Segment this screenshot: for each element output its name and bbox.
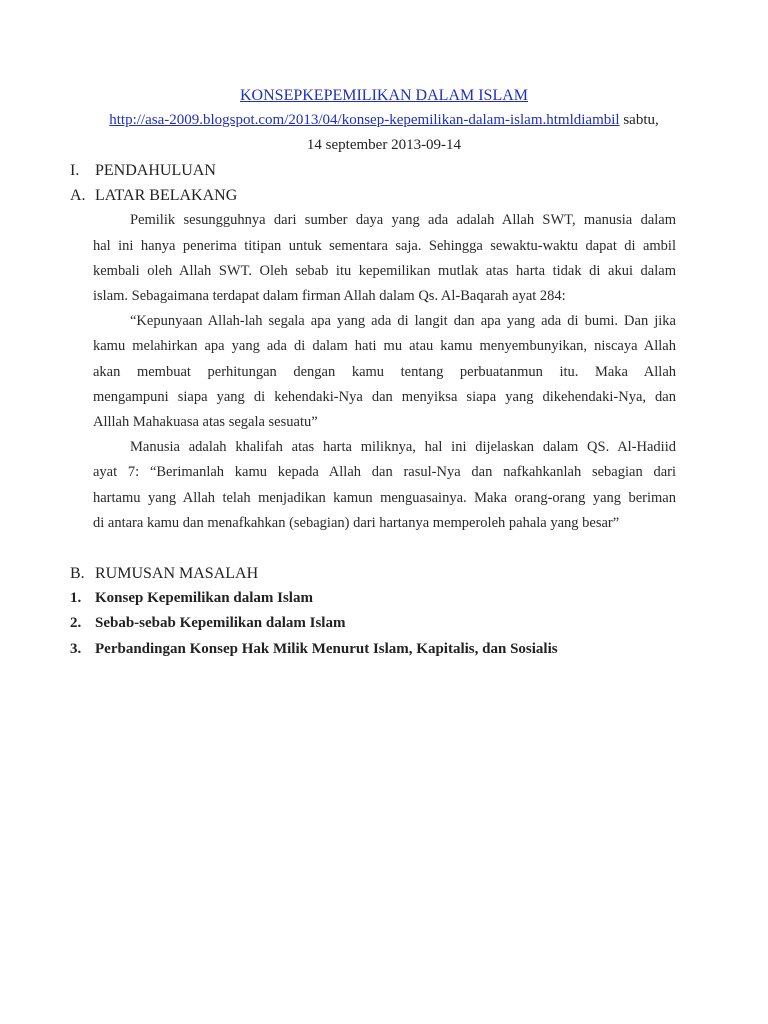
problem-list bbox=[0, 586, 768, 662]
subsection-marker: B. bbox=[70, 565, 85, 583]
subsection-title: RUMUSAN MASALAH bbox=[95, 565, 259, 583]
source-suffix: sabtu, bbox=[619, 111, 659, 128]
paragraph-2-quote bbox=[0, 309, 768, 435]
paragraph-line: hartamu yang Allah telah menjadikan kamun menguasainya. Maka orang-orang yang beriman bbox=[93, 489, 676, 506]
section-heading-pendahuluan bbox=[0, 158, 768, 183]
document-title-row bbox=[0, 83, 768, 108]
subsection-title: LATAR BELAKANG bbox=[95, 187, 238, 205]
list-item bbox=[0, 586, 768, 611]
paragraph-line: Alllah Mahakuasa atas segala sesuatu” bbox=[93, 413, 318, 430]
list-item bbox=[0, 611, 768, 636]
paragraph-line: mengampuni siapa yang di kehendaki-Nya dan menyiksa siapa yang dikehendaki-Nya, dan bbox=[93, 388, 676, 405]
list-item-number: 3. bbox=[70, 640, 82, 657]
paragraph-line: Manusia adalah khalifah atas harta miliknya, hal ini dijelaskan dalam QS. Al-Hadiid bbox=[130, 439, 676, 456]
paragraph-line: di antara kamu dan menafkahkan (sebagian) dari hartanya memperoleh pahala yang besar” bbox=[93, 514, 620, 531]
subsection-heading-latar-belakang bbox=[0, 183, 768, 208]
blank-line bbox=[0, 536, 768, 561]
source-line bbox=[0, 108, 768, 133]
paragraph-line: kembali oleh Allah SWT. Oleh sebab itu kepemilikan mutlak atas harta tidak di akui dalam bbox=[93, 262, 676, 279]
paragraph-line: akan membuat perhitungan dengan kamu tentang perbuatanmun itu. Maka Allah bbox=[93, 363, 676, 380]
list-item-text: Perbandingan Konsep Hak Milik Menurut Islam, Kapitalis, dan Sosialis bbox=[95, 640, 558, 657]
document-title[interactable]: KONSEPKEPEMILIKAN DALAM ISLAM bbox=[240, 86, 528, 104]
list-item-number: 1. bbox=[70, 590, 82, 607]
source-date: 14 september 2013-09-14 bbox=[306, 136, 462, 153]
list-item bbox=[0, 637, 768, 662]
paragraph-line: Pemilik sesungguhnya dari sumber daya yang ada adalah Allah SWT, manusia dalam bbox=[130, 212, 676, 229]
paragraph-line: hal ini hanya penerima titipan untuk sementara saja. Sehingga sewaktu-waktu dapat di ambil bbox=[93, 237, 676, 254]
paragraph-line: “Kepunyaan Allah-lah segala apa yang ada di langit dan apa yang ada di bumi. Dan jika bbox=[130, 313, 676, 330]
section-title: PENDAHULUAN bbox=[95, 162, 216, 180]
paragraph-3 bbox=[0, 435, 768, 536]
source-url-link[interactable]: http://asa-2009.blogspot.com/2013/04/konsep-kepemilikan-dalam-islam.htmldiambil bbox=[109, 111, 620, 128]
paragraph-1 bbox=[0, 208, 768, 309]
paragraph-line: kamu melahirkan apa yang ada di dalam hati mu atau kamu menyembunyikan, niscaya Allah bbox=[93, 338, 676, 355]
paragraph-line: ayat 7: “Berimanlah kamu kepada Allah dan rasul-Nya dan nafkahkanlah sebagian dari bbox=[93, 464, 676, 481]
subsection-heading-rumusan-masalah bbox=[0, 561, 768, 586]
section-marker: I. bbox=[70, 162, 80, 180]
list-item-number: 2. bbox=[70, 615, 82, 632]
list-item-text: Konsep Kepemilikan dalam Islam bbox=[95, 590, 313, 607]
paragraph-line: islam. Sebagaimana terdapat dalam firman Allah dalam Qs. Al-Baqarah ayat 284: bbox=[93, 288, 566, 304]
document-body bbox=[0, 83, 768, 662]
subsection-marker: A. bbox=[70, 187, 86, 205]
list-item-text: Sebab-sebab Kepemilikan dalam Islam bbox=[95, 615, 346, 632]
